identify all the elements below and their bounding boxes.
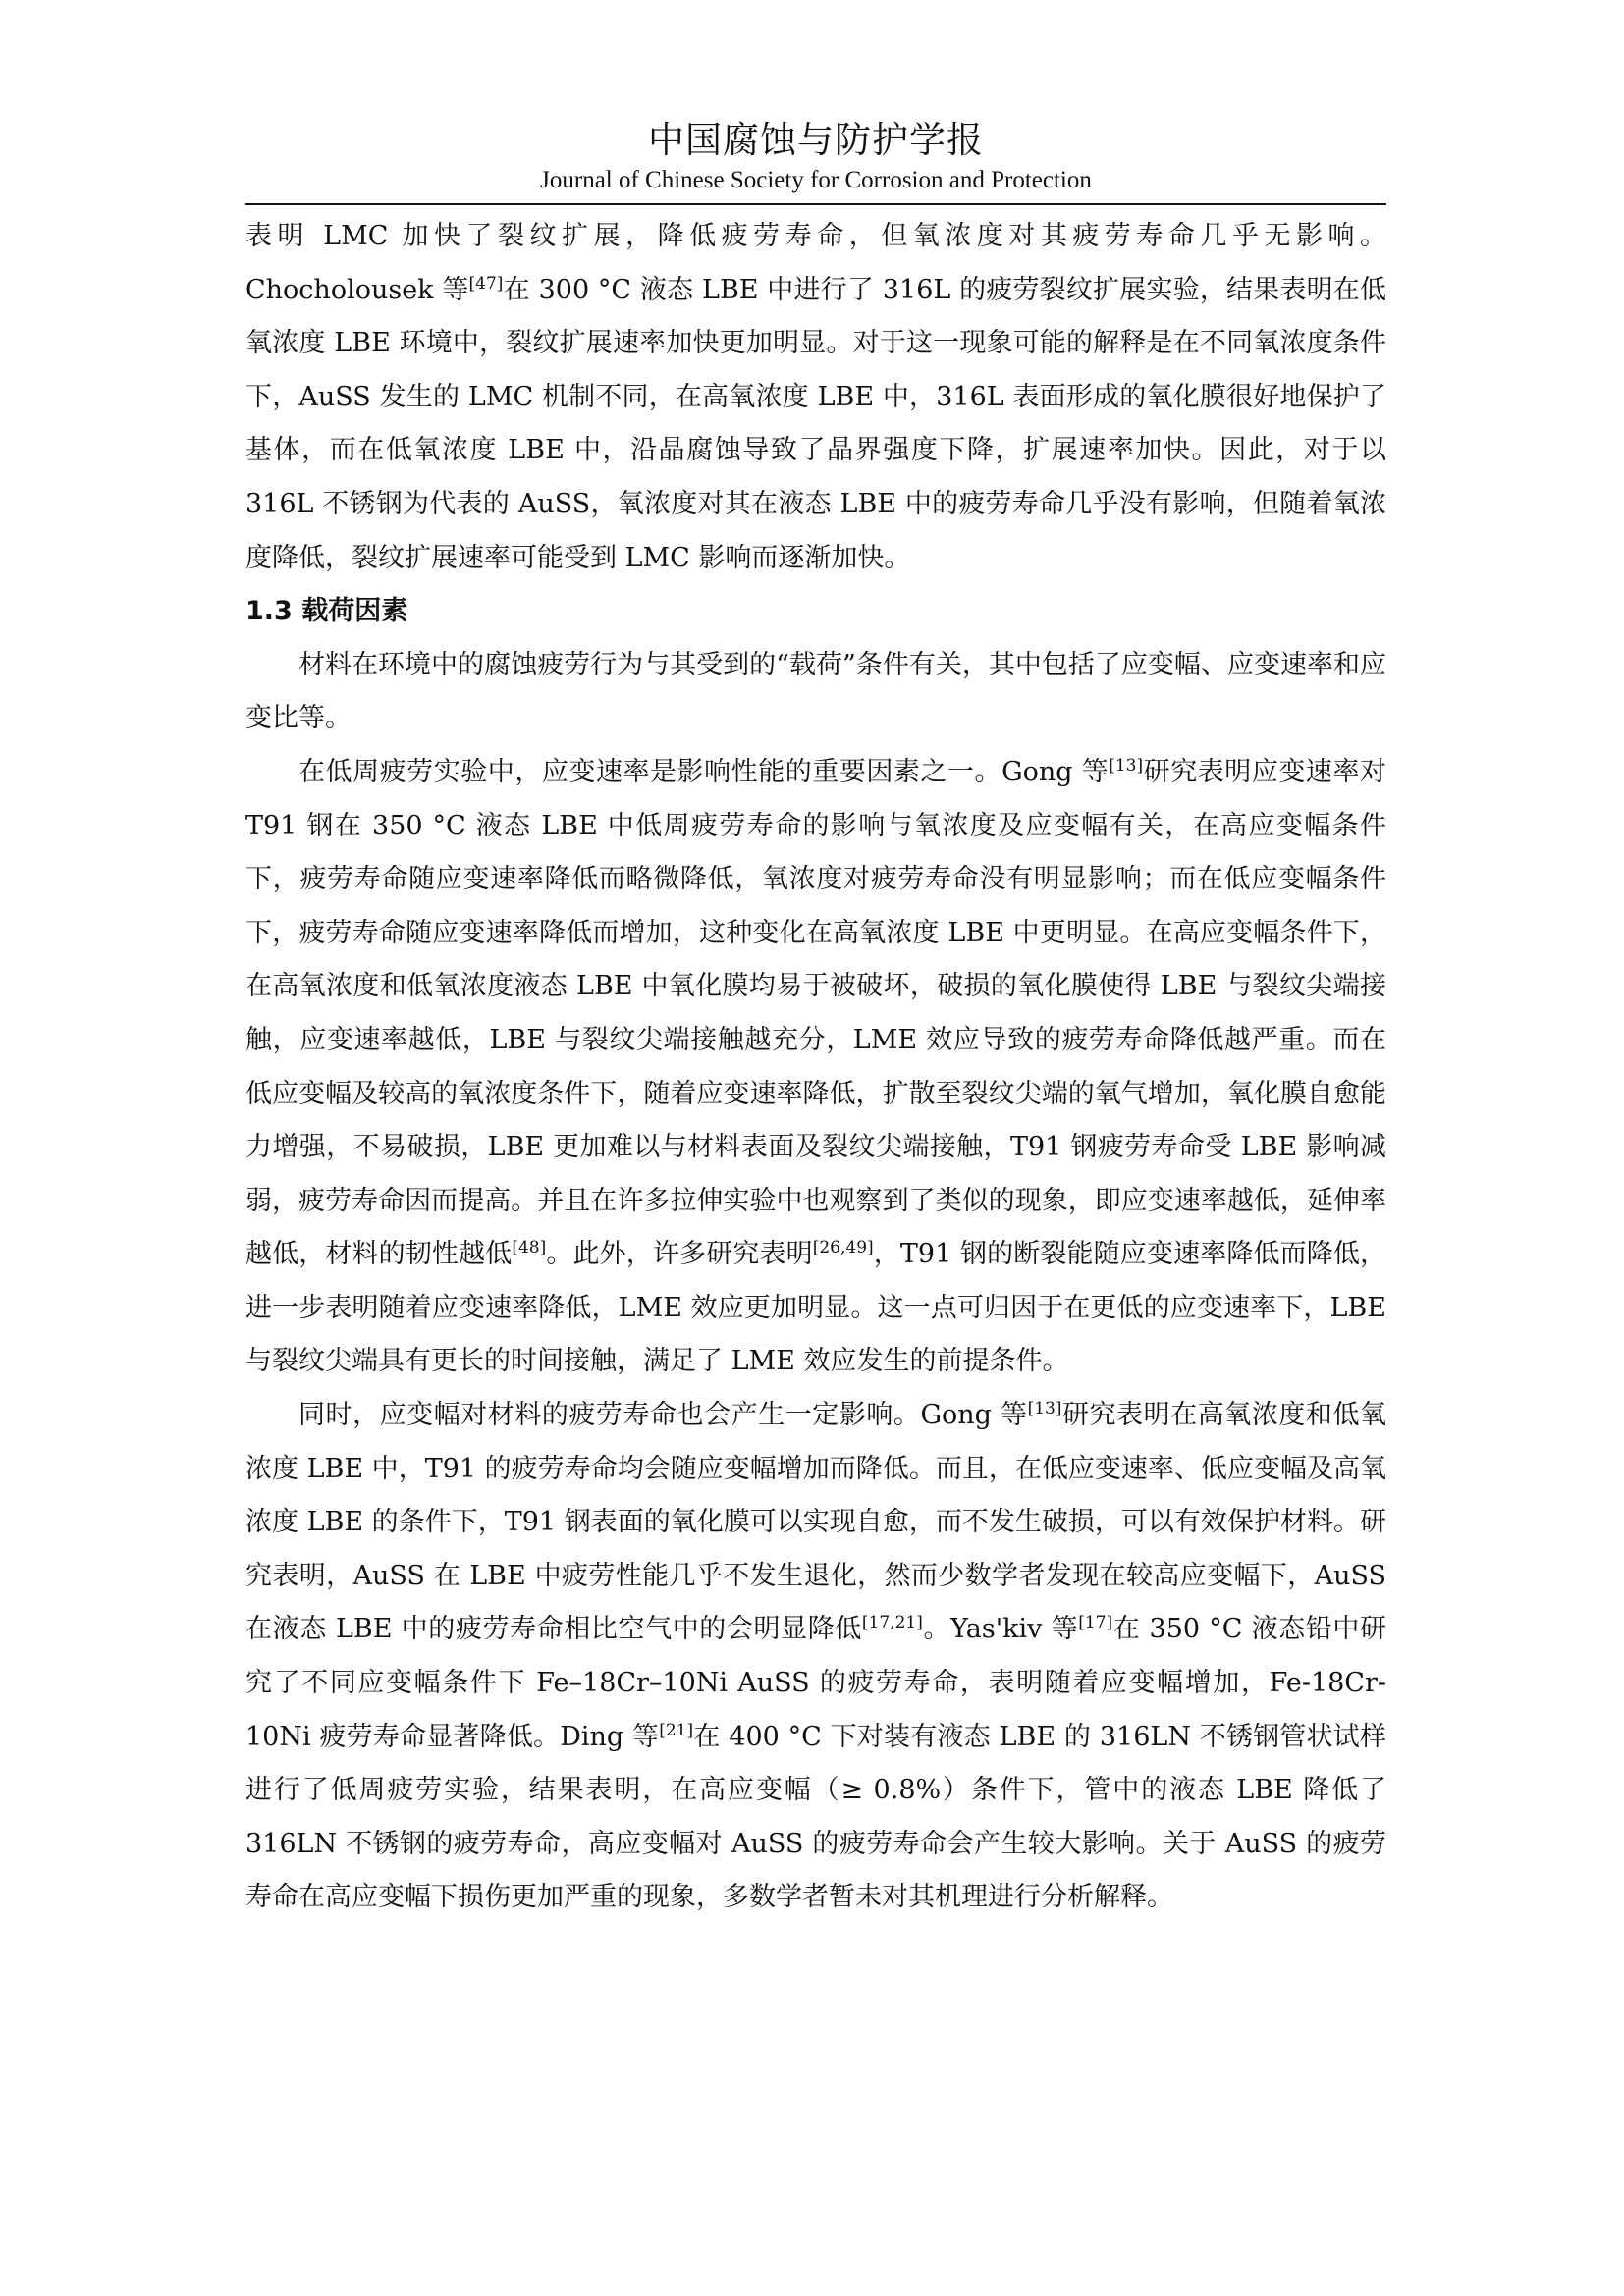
paragraph-text: 在 400 °C 下对装有液态 LBE 的 316LN 不锈钢管状试样进行了低周疲劳实验，结果表明，在高应变幅（≥ 0.8%）条件下，管中的液态 LBE 降低了 316LN 不锈钢的疲劳寿命，高应变幅对 AuSS 的疲劳寿命会产生较大影响。关于 AuSS 的疲劳寿命在高应变幅下损伤更加严重的现象，多数学者暂未对其机理进行分析解释。 [245, 1721, 1386, 1913]
citation-reference: [13] [1027, 1399, 1062, 1419]
paragraph-text: 材料在环境中的腐蚀疲劳行为与其受到的“载荷”条件有关，其中包括了应变幅、应变速率和应变比等。 [245, 649, 1386, 734]
paragraph-text: 。Yas'kiv 等 [922, 1614, 1079, 1645]
journal-header [245, 116, 1386, 196]
citation-reference: [21] [659, 1720, 694, 1740]
section-paragraphs [245, 639, 1386, 1925]
paragraph-text: 。此外，许多研究表明 [546, 1239, 813, 1270]
paragraph-text: 在低周疲劳实验中，应变速率是影响性能的重要因素之一。Gong 等 [298, 756, 1110, 787]
body-paragraph [245, 746, 1386, 1389]
paragraph-text: ，T91 钢的断裂能随应变速率降低而降低，进一步表明随着应变速率降低，LME 效应更加明显。这一点可归因于在更低的应变速率下，LBE 与裂纹尖端具有更长的时间接触，满足了 LME 效应发生的前提条件。 [245, 1239, 1387, 1377]
citation-reference: [48] [512, 1238, 547, 1258]
body-paragraph [245, 1389, 1386, 1925]
paragraph-text: 在 350 °C 液态铅中研究了不同应变幅条件下 Fe–18Cr–10Ni AuSS 的疲劳寿命，表明随着应变幅增加，Fe-18Cr-10Ni 疲劳寿命显著降低。Ding 等 [245, 1614, 1386, 1752]
citation-reference: [26,49] [812, 1238, 874, 1258]
paragraph-text: 研究表明在高氧浓度和低氧浓度 LBE 中，T91 的疲劳寿命均会随应变幅增加而降低。而且，在低应变速率、低应变幅及高氧浓度 LBE 的条件下，T91 钢表面的氧化膜可以实现自愈，而不发生破损，可以有效保护材料。研究表明，AuSS 在 LBE 中疲劳性能几乎不发生退化，然而少数学者发现在较高应变幅下，AuSS 在液态 LBE 中的疲劳寿命相比空气中的会明显降低 [245, 1400, 1387, 1645]
body-paragraph [245, 639, 1386, 746]
paragraph-text: 在 300 °C 液态 LBE 中进行了 316L 的疲劳裂纹扩展实验，结果表明在低氧浓度 LBE 环境中，裂纹扩展速率加快更加明显。对于这一现象可能的解释是在不同氧浓度条件下，AuSS 发生的 LMC 机制不同，在高氧浓度 LBE 中，316L 表面形成的氧化膜很好地保护了基体，而在低氧浓度 LBE 中，沿晶腐蚀导致了晶界强度下降，扩展速率加快。因此，对于以 316L 不锈钢为代表的 AuSS，氧浓度对其在液态 LBE 中的疲劳寿命几乎没有影响，但随着氧浓度降低，裂纹扩展速率可能受到 LMC 影响而逐渐加快。 [245, 274, 1386, 573]
header-divider [245, 203, 1386, 205]
paragraph-text: 研究表明应变速率对 T91 钢在 350 °C 液态 LBE 中低周疲劳寿命的影响与氧浓度及应变幅有关，在高应变幅条件下，疲劳寿命随应变速率降低而略微降低，氧浓度对疲劳寿命没有明显影响；而在低应变幅条件下，疲劳寿命随应变速率降低而增加，这种变化在高氧浓度 LBE 中更明显。在高应变幅条件下，在高氧浓度和低氧浓度液态 LBE 中氧化膜均易于被破坏，破损的氧化膜使得 LBE 与裂纹尖端接触，应变速率越低，LBE 与裂纹尖端接触越充分，LME 效应导致的疲劳寿命降低越严重。而在低应变幅及较高的氧浓度条件下，随着应变速率降低，扩散至裂纹尖端的氧气增加，氧化膜自愈能力增强，不易破损，LBE 更加难以与材料表面及裂纹尖端接触，T91 钢疲劳寿命受 LBE 影响减弱，疲劳寿命因而提高。并且在许多拉伸实验中也观察到了类似的现象，即应变速率越低，延伸率越低，材料的韧性越低 [245, 756, 1387, 1270]
citation-reference: [13] [1109, 755, 1144, 775]
journal-title-chinese: 中国腐蚀与防护学报 [648, 119, 984, 161]
section-heading: 1.3 载荷因素 [245, 596, 408, 627]
citation-reference: [17,21] [861, 1613, 923, 1633]
journal-title-english: Journal of Chinese Society for Corrosion and Protection [540, 167, 1092, 193]
citation-reference: [17] [1078, 1613, 1113, 1633]
body-paragraph [245, 210, 1386, 585]
continued-paragraphs [245, 210, 1386, 585]
article-body [245, 210, 1386, 1925]
paragraph-text: 同时，应变幅对材料的疲劳寿命也会产生一定影响。Gong 等 [298, 1400, 1028, 1431]
paragraph-text: 表明 LMC 加快了裂纹扩展，降低疲劳寿命，但氧浓度对其疲劳寿命几乎无影响。Chocholousek 等 [245, 221, 1386, 305]
citation-reference: [47] [468, 273, 504, 294]
